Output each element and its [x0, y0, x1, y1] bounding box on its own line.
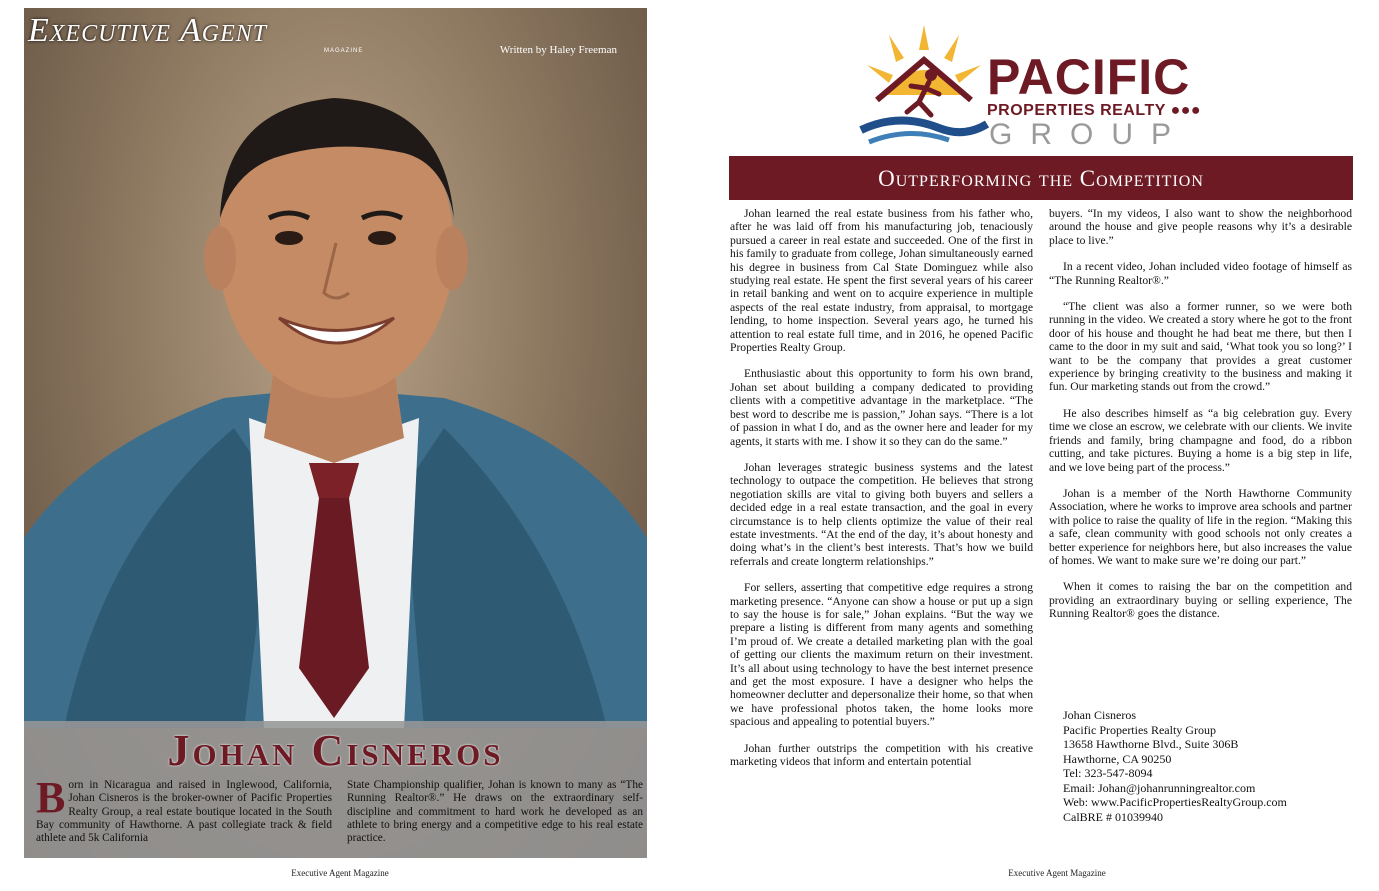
paragraph: Johan learned the real estate business from his father who, after he was laid off from his manufacturing job, tenaciously pursued a career in real estate and succeeded. One of the first in his family to graduate from college, Johan simultaneously earned his degree in business from Cal State Dominguez while also studying real estate. He spent the first several years of his career in retail banking and went on to acquire experience in multiple aspects of the real estate industry, from appraisal, to mortgage lending, to home inspection. Several years ago, he turned his attention to real estate full time, and in 2016, he opened Pacific Properties Realty Group.: [730, 207, 1033, 355]
sun-runner-icon: [859, 20, 989, 150]
contact-email[interactable]: Email: Johan@johanrunningrealtor.com: [1063, 780, 1256, 795]
byline: Written by Haley Freeman: [499, 44, 617, 56]
paragraph: Enthusiastic about this opportunity to form his own brand, Johan set about building a company dedicated to providing clients with a competitive advantage in the marketplace. “The best word to describe me is passion,” Johan says. “There is a lot of passion in what I do, and as the owner here and leader for my agents, it starts with me. I show it so they can do the same.”: [730, 367, 1033, 448]
bio-column-2: State Championship qualifier, Johan is known to many as “The Running Realtor®.” He draws on the extraordinary self-discipline and commitment to hard work he developed as an athlete to bring energy and a competitive edge to his real estate practice.: [347, 779, 643, 845]
paragraph: “The client was also a former runner, so we were both running in the video. We created a story where he got to the front door of his house and thought he had beat me there, but then I came to the door in my suit and said, ‘What took you so long?’ I want to be the company that provides a great customer experience by bringing creativity to the business and making it fun. Our marketing stands out from the crowd.”: [1049, 300, 1352, 394]
headline-banner: [729, 156, 1353, 200]
profile-name: Johan Cisneros: [167, 726, 504, 775]
paragraph: Johan further outstrips the competition with his creative marketing videos that inform and entertain potential: [730, 741, 1033, 769]
contact-website[interactable]: Web: www.PacificPropertiesRealtyGroup.com: [1063, 795, 1287, 809]
bio-column-1: [36, 773, 332, 845]
people-icon: ●●●: [1170, 102, 1202, 119]
article-headline: Outperforming the Competition: [878, 166, 1204, 191]
cover-photo: [24, 8, 647, 858]
portrait-illustration: [24, 68, 647, 728]
drop-cap: B: [36, 773, 66, 822]
contact-address: 13658 Hawthorne Blvd., Suite 306B: [1063, 737, 1239, 751]
masthead-title: Executive Agent: [28, 12, 268, 49]
company-logo: [859, 20, 1229, 155]
logo-properties-text: PROPERTIES REALTY: [987, 102, 1166, 119]
paragraph: buyers. “In my videos, I also want to show the neighborhood around the house and give people reasons why it’s a desirable place to live.”: [1049, 207, 1352, 247]
paragraph: When it comes to raising the bar on the competition and providing an extraordinary buying or selling experience, The Running Realtor® goes the distance.: [1049, 580, 1352, 621]
article-column-1: [730, 207, 1033, 781]
paragraph: In a recent video, Johan included video footage of himself as “The Running Realtor®.”: [1049, 260, 1352, 287]
contact-company: Pacific Properties Realty Group: [1063, 722, 1216, 737]
left-footer: Executive Agent Magazine: [291, 868, 389, 878]
contact-block: [1063, 708, 1287, 824]
right-page: [689, 0, 1379, 891]
contact-name: Johan Cisneros: [1063, 708, 1136, 722]
paragraph: Johan is a member of the North Hawthorne Community Association, where he works to improve area schools and partner with police to raise the quality of life in the region. “Making this a safe, clean community with good schools not only creates a better experience for neighbors here, but also increases the value of homes. We want to make sure we’re doing our part.”: [1049, 486, 1352, 567]
bio-text-1: orn in Nicaragua and raised in Inglewood, California, Johan Cisneros is the broker-owner of Pacific Properties Realty Group, a real estate boutique located in the South Bay community of Hawthorne. A past collegiate track & field athlete and 5k California: [36, 779, 332, 845]
masthead-subtitle: MAGAZINE: [324, 48, 364, 54]
contact-license: CalBRE # 01039940: [1063, 809, 1164, 824]
paragraph: For sellers, asserting that competitive edge requires a strong marketing presence. “Anyone can show a house or put up a sign to say the house is for sale,” Johan explains. “But the way we prepare a listing is different from many agents and something I’m proud of. We create a detailed marketing plan with the goal of getting our clients the maximum return on their investment. It’s all about using technology to have the best internet presence and get the most exposure. I have a designer who helps the homeowner declutter and depersonalize their home, so that when we have professional photos taken, the home looks more spacious and appealing to potential buyers.”: [730, 581, 1033, 729]
name-band: [24, 721, 647, 858]
paragraph: He also describes himself as “a big celebration guy. Every time we close an escrow, we celebrate with our clients. We invite friends and family, bring champagne and food, do a ribbon cutting, and take pictures. Buying a home is a big step in life, and we love being part of the process.”: [1049, 406, 1352, 474]
logo-word-pacific: PACIFIC: [987, 49, 1191, 105]
paragraph: Johan leverages strategic business systems and the latest technology to outpace the competition. He believes that strong negotiation skills are vital to giving both buyers and sellers a decided edge in a real estate transaction, and the goal in every circumstance is to help clients optimize the value of their real estate investments. “At the end of the day, it’s about honesty and doing what’s in the client’s best interests. That’s how we build referrals and create longterm relationships.”: [730, 460, 1033, 568]
contact-city: Hawthorne, CA 90250: [1063, 751, 1172, 766]
contact-phone: Tel: 323-547-8094: [1063, 766, 1153, 780]
left-page: [0, 0, 689, 891]
article-column-2: [1049, 207, 1352, 634]
right-footer: Executive Agent Magazine: [1008, 868, 1106, 878]
logo-word-group: GROUP: [989, 118, 1190, 151]
